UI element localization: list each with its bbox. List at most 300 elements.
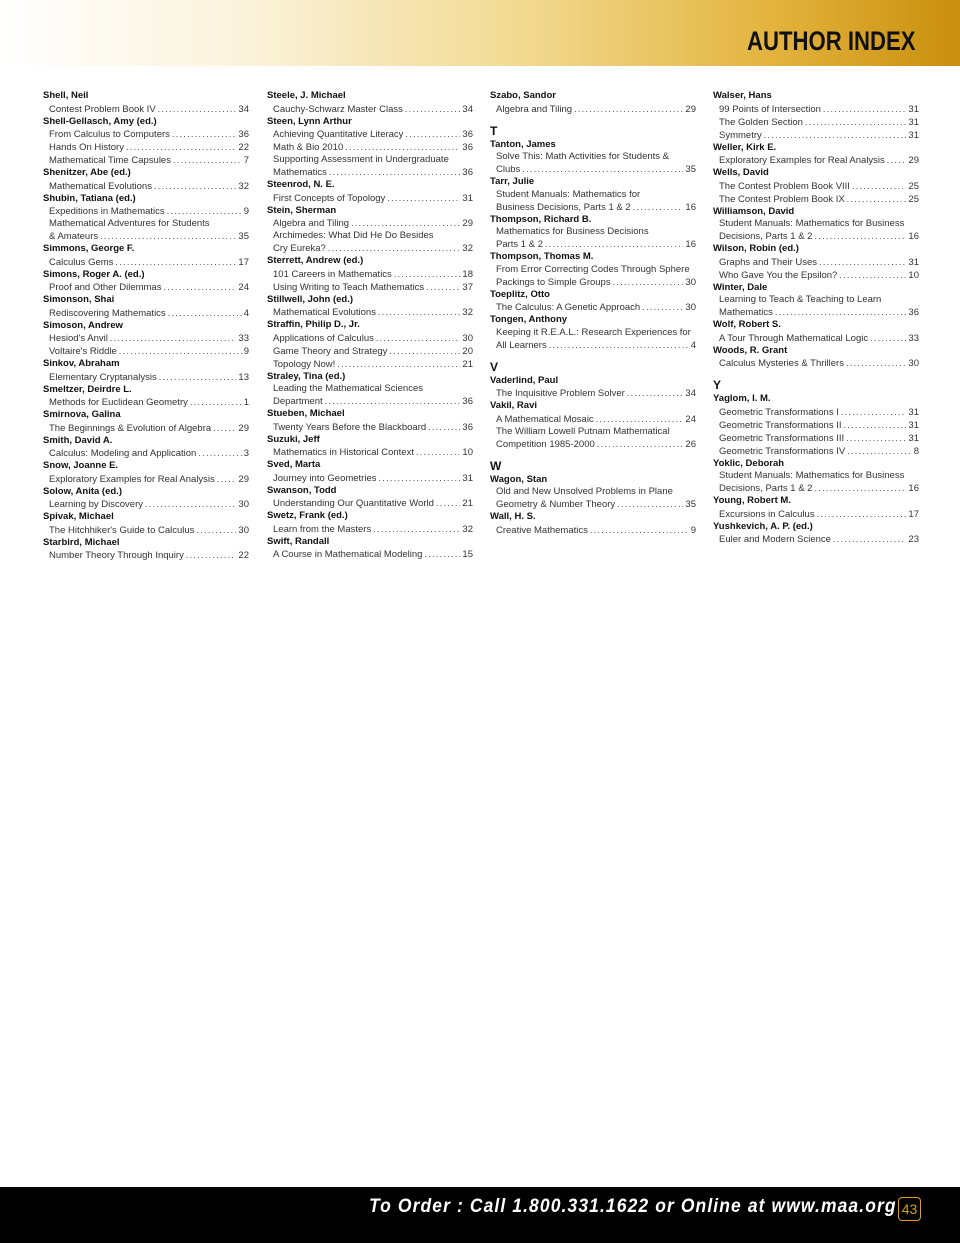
book-title: Methods for Euclidean Geometry	[49, 397, 188, 408]
page-ref: 32	[462, 243, 473, 254]
book-title: Learn from the Masters	[273, 523, 372, 535]
book-title-line	[273, 281, 473, 294]
index-entry	[43, 243, 249, 269]
book-entry	[43, 447, 249, 460]
dot-leader	[186, 549, 237, 561]
author-name: Sterrett, Andrew (ed.)	[267, 255, 364, 266]
dot-leader	[887, 154, 907, 166]
index-entry	[267, 408, 473, 434]
book-title: 101 Careers in Mathematics	[273, 268, 392, 280]
book-entry	[713, 294, 919, 319]
book-title: 99 Points of Intersection	[719, 103, 821, 115]
book-title: Competition 1985-2000	[496, 438, 595, 450]
book-title-line	[719, 230, 919, 243]
dot-leader	[167, 205, 242, 217]
author-name: Shenitzer, Abe (ed.)	[43, 167, 131, 178]
book-title-line	[273, 497, 473, 510]
book-title-line	[273, 306, 473, 319]
book-entry	[490, 301, 696, 314]
book-title-line	[49, 205, 249, 218]
book-entry	[43, 549, 249, 562]
page-ref: 22	[238, 550, 249, 561]
author-name: Winter, Dale	[713, 281, 768, 293]
index-entry	[713, 345, 919, 371]
book-title: Clubs	[496, 164, 521, 175]
book-title: Geometric Transformations III	[719, 432, 845, 444]
page-ref: 17	[908, 508, 919, 520]
page-ref: 21	[462, 358, 473, 370]
book-entry	[43, 180, 249, 193]
author-name: Spivak, Michael	[43, 511, 114, 522]
dot-leader	[805, 116, 906, 128]
author-name: Yoklic, Deborah	[713, 457, 785, 469]
dot-leader	[337, 358, 460, 370]
book-title: Achieving Quantitative Literacy	[273, 129, 404, 140]
book-title: The Golden Section	[719, 116, 803, 128]
dot-leader	[351, 217, 460, 229]
book-entry	[713, 154, 919, 167]
book-title: Excursions in Calculus	[719, 508, 815, 520]
book-entry	[43, 371, 249, 384]
author-name: Straffin, Philip D., Jr.	[267, 319, 360, 330]
page-ref: 33	[908, 332, 919, 344]
book-title-line	[49, 422, 249, 435]
author-name: Wolf, Robert S.	[713, 319, 781, 330]
author-name: Walser, Hans	[713, 90, 772, 101]
dot-leader	[389, 345, 460, 357]
book-entry	[43, 141, 249, 154]
book-title: From Calculus to Computers	[49, 129, 170, 140]
book-title-line	[719, 193, 919, 206]
book-title-line	[719, 508, 919, 521]
page-ref: 16	[685, 239, 696, 250]
index-entry	[267, 536, 473, 562]
author-name: Szabo, Sandor	[490, 90, 556, 101]
book-entry	[267, 217, 473, 230]
index-entry	[267, 319, 473, 371]
page-ref: 31	[908, 256, 919, 268]
book-title: Mathematical Evolutions	[49, 180, 152, 192]
page-ref: 16	[685, 201, 696, 213]
book-title: The Beginnings & Evolution of Algebra	[49, 422, 212, 434]
page-ref: 29	[462, 218, 473, 229]
author-name: Williamson, David	[713, 205, 795, 217]
book-entry	[713, 445, 919, 458]
book-entry	[713, 116, 919, 129]
book-title: All Learners	[496, 339, 547, 351]
page-ref: 31	[908, 129, 919, 141]
book-entry	[713, 269, 919, 282]
book-entry	[43, 396, 249, 409]
book-title-line	[719, 419, 919, 432]
index-entry	[43, 294, 249, 320]
book-title-line	[719, 445, 919, 458]
dot-leader	[590, 524, 689, 536]
dot-leader	[110, 332, 237, 344]
book-title-line	[49, 549, 249, 562]
book-title-line	[273, 166, 473, 179]
dot-leader	[394, 268, 461, 280]
dot-leader	[405, 128, 460, 140]
author-name: Stillwell, John (ed.)	[267, 293, 354, 305]
dot-leader	[378, 306, 460, 318]
index-entry	[43, 537, 249, 563]
page-ref: 4	[690, 339, 696, 351]
book-title-line	[719, 406, 919, 419]
author-name: Wagon, Stan	[490, 473, 548, 485]
book-entry	[490, 151, 696, 176]
book-title-line	[49, 447, 249, 460]
book-title: Calculus: Modeling and Application	[49, 448, 197, 459]
book-title-line	[719, 432, 919, 445]
book-title: Expeditions in Mathematics	[49, 206, 165, 217]
book-title-line	[273, 345, 473, 358]
author-name: Toeplitz, Otto	[490, 288, 550, 300]
book-title: Rediscovering Mathematics	[49, 307, 166, 319]
index-entry	[43, 435, 249, 461]
book-title: Symmetry	[719, 129, 762, 141]
index-entry	[43, 193, 249, 244]
author-name: Smirnova, Galina	[43, 409, 121, 420]
author-name: Stein, Sherman	[267, 204, 337, 216]
book-title-line	[49, 396, 249, 409]
index-entry	[490, 314, 696, 352]
book-title: A Mathematical Mosaic	[496, 413, 594, 425]
book-title: First Concepts of Topology	[273, 192, 386, 204]
page-ref: 32	[238, 180, 249, 192]
book-entry	[43, 332, 249, 345]
dot-leader	[196, 524, 236, 536]
book-entry	[267, 523, 473, 536]
book-title-line	[496, 238, 696, 251]
index-entry	[43, 486, 249, 512]
dot-leader	[522, 163, 683, 175]
book-entry	[267, 103, 473, 116]
page-ref: 4	[243, 307, 249, 319]
dot-leader	[814, 230, 906, 242]
book-title-line	[496, 413, 696, 426]
book-entry	[43, 524, 249, 537]
book-entry	[490, 189, 696, 214]
page-ref: 37	[462, 281, 473, 293]
book-title-line	[496, 276, 696, 289]
book-title: Calculus Gems	[49, 256, 114, 268]
book-entry	[490, 226, 696, 251]
book-entry	[267, 192, 473, 205]
index-entry	[267, 116, 473, 180]
index-entry	[43, 320, 249, 359]
book-entry	[490, 387, 696, 400]
author-name: Shell, Neil	[43, 90, 89, 101]
dot-leader	[217, 473, 237, 485]
book-entry	[43, 281, 249, 294]
book-entry	[490, 103, 696, 116]
dot-leader	[428, 421, 460, 433]
page-ref: 36	[462, 167, 473, 178]
book-entry	[43, 307, 249, 320]
index-entry	[713, 90, 919, 142]
book-title-line: Solve This: Math Activities for Students &	[496, 151, 670, 162]
page-ref: 36	[238, 129, 249, 140]
page-ref: 31	[908, 406, 919, 418]
dot-leader	[817, 508, 907, 520]
book-title-line	[719, 482, 919, 495]
page-ref: 30	[238, 499, 249, 510]
book-title: Journey into Geometries	[273, 472, 377, 484]
dot-leader	[819, 256, 906, 268]
book-title: Who Gave You the Epsilon?	[719, 269, 838, 281]
book-entry	[43, 218, 249, 243]
book-title: Math & Bio 2010	[273, 142, 344, 153]
dot-leader	[633, 201, 684, 213]
dot-leader	[814, 482, 906, 494]
book-entry	[43, 128, 249, 141]
index-entry	[43, 116, 249, 168]
book-title: Using Writing to Teach Mathematics	[273, 281, 425, 293]
book-entry	[713, 180, 919, 193]
dot-leader	[852, 180, 906, 192]
page-ref: 25	[908, 193, 919, 205]
index-entry	[713, 393, 919, 458]
index-entry	[267, 485, 473, 511]
index-entry	[267, 434, 473, 460]
dot-leader	[642, 301, 683, 313]
page-ref: 36	[462, 129, 473, 140]
index-entry	[267, 294, 473, 320]
book-entry	[713, 508, 919, 521]
book-title-line	[273, 523, 473, 536]
book-title: Applications of Calculus	[273, 332, 374, 344]
dot-leader	[145, 498, 236, 510]
book-title: Exploratory Examples for Real Analysis	[49, 473, 215, 485]
page-ref: 16	[908, 483, 919, 494]
book-title-line	[719, 533, 919, 546]
index-entry	[43, 384, 249, 410]
book-entry	[713, 193, 919, 206]
book-title-line	[496, 438, 696, 451]
index-entry	[713, 206, 919, 244]
book-title-line	[719, 116, 919, 129]
author-name: Shubin, Tatiana (ed.)	[43, 192, 136, 204]
author-name: Woods, R. Grant	[713, 344, 788, 356]
book-title-line	[719, 357, 919, 370]
book-entry	[267, 141, 473, 154]
book-title-line	[49, 307, 249, 320]
author-name: Tarr, Julie	[490, 176, 535, 187]
author-name: Sved, Marta	[267, 459, 321, 470]
book-entry	[490, 264, 696, 289]
book-entry	[267, 548, 473, 561]
book-title: Geometry & Number Theory	[496, 499, 616, 510]
book-entry	[43, 256, 249, 269]
index-letter-heading: V	[490, 359, 499, 374]
book-title-line	[719, 256, 919, 269]
book-title: Algebra and Tiling	[273, 218, 350, 229]
dot-leader	[100, 230, 236, 242]
book-title: Contest Problem Book IV	[49, 103, 156, 115]
page-ref: 26	[685, 438, 696, 450]
author-name: Smith, David A.	[43, 434, 113, 446]
dot-leader	[870, 332, 906, 344]
book-title-line	[273, 128, 473, 141]
dot-leader	[376, 332, 461, 344]
book-title-line	[273, 395, 473, 408]
page-ref: 8	[913, 445, 919, 457]
book-title: Decisions, Parts 1 & 2	[719, 231, 813, 242]
book-title: Mathematical Time Capsules	[49, 155, 171, 166]
book-title: Elementary Cryptanalysis	[49, 371, 157, 383]
index-entry	[267, 255, 473, 294]
book-title: Game Theory and Strategy	[273, 345, 388, 357]
page-ref: 9	[690, 524, 696, 536]
page-ref: 30	[685, 276, 696, 288]
index-entry	[43, 167, 249, 193]
book-entry	[713, 419, 919, 432]
book-entry	[267, 358, 473, 371]
dot-leader	[847, 445, 912, 457]
author-name: Vakil, Ravi	[490, 400, 538, 411]
book-title-line	[49, 332, 249, 345]
book-title-line	[496, 339, 696, 352]
author-name: Straley, Tina (ed.)	[267, 370, 346, 382]
page-ref: 10	[908, 269, 919, 281]
index-entry	[713, 521, 919, 547]
author-name: Shell-Gellasch, Amy (ed.)	[43, 115, 157, 127]
book-title: Topology Now!	[273, 358, 336, 370]
index-entry	[43, 460, 249, 486]
page-ref: 22	[238, 142, 249, 153]
dot-leader	[154, 180, 236, 192]
book-entry	[43, 473, 249, 486]
book-entry	[267, 421, 473, 434]
page-ref: 34	[685, 388, 696, 399]
book-entry	[713, 103, 919, 116]
index-entry	[267, 179, 473, 205]
book-entry	[490, 486, 696, 511]
page-ref: 29	[908, 155, 919, 166]
index-entry	[267, 459, 473, 485]
book-title-line	[49, 345, 249, 358]
author-name: Steele, J. Michael	[267, 90, 346, 101]
book-entry	[43, 103, 249, 116]
book-title: Geometric Transformations IV	[719, 445, 846, 457]
dot-leader	[387, 192, 460, 204]
author-name: Wells, David	[713, 167, 769, 178]
book-entry	[267, 281, 473, 294]
book-title-line: Archimedes: What Did He Do Besides	[273, 230, 434, 241]
index-column-4	[713, 90, 919, 546]
order-info: To Order : Call 1.800.331.1622 or Online at www.maa.org	[369, 1196, 897, 1217]
index-column-3	[490, 90, 696, 537]
book-title-line	[49, 230, 249, 243]
index-entry	[713, 282, 919, 320]
book-title-line	[49, 103, 249, 116]
book-title: Exploratory Examples for Real Analysis	[719, 155, 885, 166]
book-title-line	[273, 421, 473, 434]
dot-leader	[190, 396, 242, 408]
book-entry	[267, 306, 473, 319]
book-title: & Amateurs	[49, 231, 99, 242]
book-title-line	[273, 332, 473, 345]
dot-leader	[841, 406, 907, 418]
book-title-line	[49, 154, 249, 167]
dot-leader	[597, 438, 684, 450]
author-name: Tanton, James	[490, 138, 556, 150]
book-entry	[490, 413, 696, 426]
book-title-line	[49, 141, 249, 154]
page-ref: 15	[462, 549, 473, 560]
book-entry	[490, 327, 696, 352]
book-title-line: Supporting Assessment in Undergraduate	[273, 154, 449, 165]
book-entry	[267, 472, 473, 485]
book-title-line	[273, 548, 473, 561]
dot-leader	[627, 387, 684, 399]
dot-leader	[424, 548, 460, 560]
dot-leader	[373, 523, 460, 535]
book-title: Mathematics	[719, 307, 773, 318]
book-title: The Hitchhiker's Guide to Calculus	[49, 524, 195, 536]
index-entry	[713, 319, 919, 345]
book-entry	[713, 129, 919, 142]
index-entry	[713, 458, 919, 496]
page-ref: 31	[908, 432, 919, 444]
page-ref: 31	[908, 103, 919, 115]
page-ref: 24	[685, 413, 696, 425]
dot-leader	[328, 242, 461, 254]
dot-leader	[163, 281, 236, 293]
dot-leader	[843, 419, 906, 431]
book-entry	[267, 230, 473, 255]
book-title-line	[496, 301, 696, 314]
book-title-line: Student Manuals: Mathematics for	[496, 188, 641, 200]
page-ref: 30	[462, 332, 473, 344]
page-ref: 32	[462, 523, 473, 535]
index-entry	[713, 243, 919, 282]
author-name: Simoson, Andrew	[43, 319, 123, 331]
dot-leader	[416, 446, 460, 458]
dot-leader	[173, 154, 242, 166]
book-title: Voltaire's Riddle	[49, 346, 117, 357]
book-title-line	[273, 358, 473, 371]
author-name: Smeltzer, Deirdre L.	[43, 383, 132, 395]
book-entry	[267, 332, 473, 345]
author-name: Snow, Joanne E.	[43, 460, 119, 471]
page-ref: 32	[462, 307, 473, 318]
page-ref: 30	[908, 358, 919, 369]
dot-leader	[158, 103, 237, 115]
book-title-line	[496, 103, 696, 116]
index-entry	[267, 90, 473, 116]
page-ref: 29	[238, 473, 249, 485]
index-entry	[43, 409, 249, 435]
book-title: A Course in Mathematical Modeling	[273, 549, 423, 560]
page-ref: 16	[908, 231, 919, 242]
book-title-line	[49, 180, 249, 193]
index-entry	[713, 495, 919, 521]
book-title: Twenty Years Before the Blackboard	[273, 421, 427, 433]
author-name: Yushkevich, A. P. (ed.)	[713, 520, 813, 532]
dot-leader	[119, 345, 242, 357]
page-title: AUTHOR INDEX	[747, 26, 916, 56]
author-name: Wilson, Robin (ed.)	[713, 243, 799, 254]
book-entry	[713, 470, 919, 495]
book-title: The Inquisitive Problem Solver	[496, 388, 625, 399]
dot-leader	[198, 447, 241, 459]
book-title: Proof and Other Dilemmas	[49, 282, 162, 293]
book-title: Euler and Modern Science	[719, 534, 831, 545]
page-ref: 30	[238, 524, 249, 536]
dot-leader	[574, 103, 683, 115]
